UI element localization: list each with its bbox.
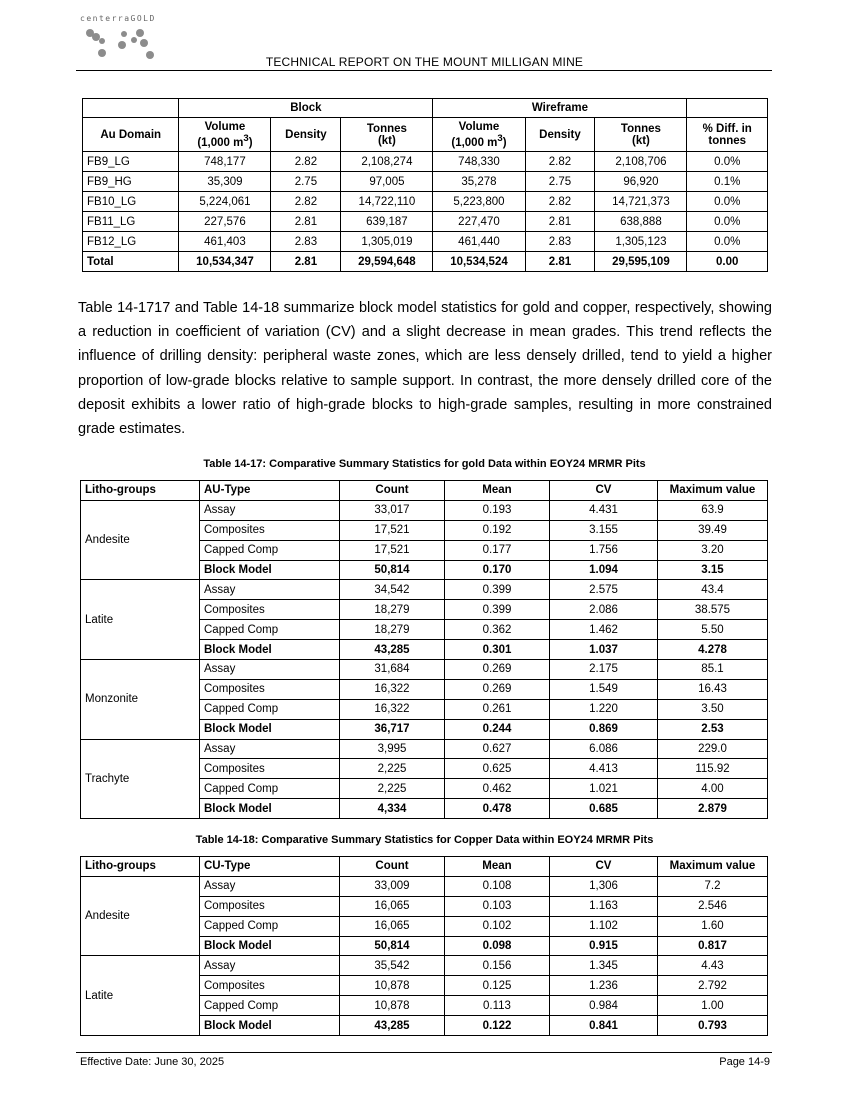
volume-line-2: (1,000 m bbox=[197, 136, 244, 149]
mean-cell: 0.170 bbox=[445, 560, 550, 580]
wireframe-tonnes-cell: 1,305,123 bbox=[595, 232, 687, 252]
litho-group-cell: Trachyte bbox=[81, 739, 200, 819]
header-divider bbox=[76, 70, 772, 71]
type-cell: Capped Comp bbox=[200, 699, 340, 719]
tonnes-line-1: Tonnes bbox=[366, 122, 407, 135]
wireframe-volume-cell: 461,440 bbox=[433, 232, 525, 252]
block-group-header: Block bbox=[179, 99, 433, 118]
cv-cell: 0.685 bbox=[550, 799, 658, 819]
mean-cell: 0.244 bbox=[445, 719, 550, 739]
table-row bbox=[81, 580, 768, 600]
max-cell: 85.1 bbox=[658, 660, 768, 680]
footer-divider bbox=[76, 1052, 772, 1053]
copper-table-caption: Table 14-18: Comparative Summary Statistics for Copper Data within EOY24 MRMR Pits bbox=[195, 834, 654, 846]
mean-header: Mean bbox=[445, 481, 550, 501]
max-cell: 43.4 bbox=[658, 580, 768, 600]
gold-table-caption: Table 14-17: Comparative Summary Statistics for gold Data within EOY24 MRMR Pits bbox=[203, 458, 646, 470]
mean-cell: 0.269 bbox=[445, 660, 550, 680]
type-cell: Composites bbox=[200, 679, 340, 699]
block-table-body bbox=[83, 152, 768, 272]
count-cell: 31,684 bbox=[340, 660, 445, 680]
block-density-cell: 2.75 bbox=[271, 172, 341, 192]
block-density-cell: 2.81 bbox=[271, 212, 341, 232]
max-cell: 229.0 bbox=[658, 739, 768, 759]
block-tonnes-header bbox=[341, 118, 433, 152]
cv-cell: 1.345 bbox=[550, 956, 658, 976]
count-cell: 50,814 bbox=[340, 560, 445, 580]
block-density-cell: 2.82 bbox=[271, 192, 341, 212]
volume-line-2: (1,000 m bbox=[451, 136, 498, 149]
mean-cell: 0.301 bbox=[445, 640, 550, 660]
max-cell: 38.575 bbox=[658, 600, 768, 620]
wireframe-tonnes-cell: 96,920 bbox=[595, 172, 687, 192]
litho-groups-header: Litho-groups bbox=[81, 857, 200, 877]
domain-cell: FB9_HG bbox=[83, 172, 179, 192]
gold-table-body bbox=[81, 500, 768, 818]
volume-end: ) bbox=[502, 136, 507, 149]
table-header-row bbox=[83, 99, 768, 118]
wireframe-tonnes-cell: 14,721,373 bbox=[595, 192, 687, 212]
max-cell: 0.793 bbox=[658, 1016, 768, 1036]
max-cell: 2.879 bbox=[658, 799, 768, 819]
max-cell: 7.2 bbox=[658, 876, 768, 896]
count-cell: 18,279 bbox=[340, 620, 445, 640]
type-cell: Assay bbox=[200, 956, 340, 976]
mean-cell: 0.362 bbox=[445, 620, 550, 640]
count-cell: 2,225 bbox=[340, 779, 445, 799]
max-cell: 1.00 bbox=[658, 996, 768, 1016]
count-cell: 36,717 bbox=[340, 719, 445, 739]
wireframe-density-cell: 2.82 bbox=[525, 152, 595, 172]
cv-cell: 1.236 bbox=[550, 976, 658, 996]
wireframe-tonnes-header bbox=[595, 118, 687, 152]
max-cell: 0.817 bbox=[658, 936, 768, 956]
wireframe-density-cell: 2.83 bbox=[525, 232, 595, 252]
block-volume-cell: 461,403 bbox=[179, 232, 271, 252]
cv-cell: 1.037 bbox=[550, 640, 658, 660]
mean-cell: 0.399 bbox=[445, 580, 550, 600]
block-volume-cell: 10,534,347 bbox=[179, 252, 271, 272]
copper-statistics-table bbox=[80, 856, 768, 1036]
type-cell: Composites bbox=[200, 600, 340, 620]
wireframe-group-header: Wireframe bbox=[433, 99, 687, 118]
wireframe-volume-cell: 748,330 bbox=[433, 152, 525, 172]
diff-cell: 0.00 bbox=[687, 252, 768, 272]
wireframe-volume-header bbox=[433, 118, 525, 152]
mean-cell: 0.108 bbox=[445, 876, 550, 896]
wireframe-volume-cell: 10,534,524 bbox=[433, 252, 525, 272]
table-row bbox=[81, 956, 768, 976]
max-cell: 4.278 bbox=[658, 640, 768, 660]
tonnes-line-1: Tonnes bbox=[620, 122, 661, 135]
type-cell: Capped Comp bbox=[200, 540, 340, 560]
type-cell: Composites bbox=[200, 520, 340, 540]
type-cell: Assay bbox=[200, 739, 340, 759]
mean-cell: 0.261 bbox=[445, 699, 550, 719]
max-cell: 3.50 bbox=[658, 699, 768, 719]
domain-cell: FB9_LG bbox=[83, 152, 179, 172]
gold-statistics-table bbox=[80, 480, 768, 819]
cv-cell: 0.984 bbox=[550, 996, 658, 1016]
block-tonnes-cell: 1,305,019 bbox=[341, 232, 433, 252]
wireframe-density-cell: 2.81 bbox=[525, 252, 595, 272]
table-header-row bbox=[81, 481, 768, 501]
litho-group-cell: Latite bbox=[81, 956, 200, 1036]
max-cell: 3.20 bbox=[658, 540, 768, 560]
type-cell: Assay bbox=[200, 500, 340, 520]
cv-cell: 1.462 bbox=[550, 620, 658, 640]
block-volume-header bbox=[179, 118, 271, 152]
max-cell: 63.9 bbox=[658, 500, 768, 520]
cv-cell: 4.431 bbox=[550, 500, 658, 520]
cv-cell: 1.220 bbox=[550, 699, 658, 719]
max-cell: 2.546 bbox=[658, 896, 768, 916]
type-cell: Composites bbox=[200, 896, 340, 916]
max-cell: 39.49 bbox=[658, 520, 768, 540]
count-cell: 10,878 bbox=[340, 976, 445, 996]
litho-group-cell: Andesite bbox=[81, 876, 200, 956]
cv-cell: 0.869 bbox=[550, 719, 658, 739]
table-row bbox=[83, 232, 768, 252]
count-cell: 10,878 bbox=[340, 996, 445, 1016]
table-row bbox=[81, 500, 768, 520]
empty-header-cell bbox=[687, 99, 768, 118]
type-cell: Block Model bbox=[200, 1016, 340, 1036]
mean-cell: 0.177 bbox=[445, 540, 550, 560]
mean-cell: 0.478 bbox=[445, 799, 550, 819]
mean-cell: 0.103 bbox=[445, 896, 550, 916]
count-cell: 18,279 bbox=[340, 600, 445, 620]
max-cell: 2.792 bbox=[658, 976, 768, 996]
cv-cell: 4.413 bbox=[550, 759, 658, 779]
block-density-cell: 2.82 bbox=[271, 152, 341, 172]
mean-cell: 0.156 bbox=[445, 956, 550, 976]
max-cell: 4.00 bbox=[658, 779, 768, 799]
cv-cell: 2.086 bbox=[550, 600, 658, 620]
block-volume-cell: 35,309 bbox=[179, 172, 271, 192]
mean-cell: 0.113 bbox=[445, 996, 550, 1016]
count-cell: 3,995 bbox=[340, 739, 445, 759]
mean-cell: 0.102 bbox=[445, 916, 550, 936]
type-cell: Assay bbox=[200, 876, 340, 896]
max-cell: 115.92 bbox=[658, 759, 768, 779]
count-cell: 33,009 bbox=[340, 876, 445, 896]
domain-cell: FB11_LG bbox=[83, 212, 179, 232]
type-cell: Block Model bbox=[200, 560, 340, 580]
cv-cell: 1.163 bbox=[550, 896, 658, 916]
type-cell: Block Model bbox=[200, 640, 340, 660]
count-cell: 16,065 bbox=[340, 896, 445, 916]
diff-cell: 0.0% bbox=[687, 152, 768, 172]
max-cell: 3.15 bbox=[658, 560, 768, 580]
diff-cell: 0.0% bbox=[687, 192, 768, 212]
litho-group-cell: Andesite bbox=[81, 500, 200, 580]
mean-cell: 0.122 bbox=[445, 1016, 550, 1036]
cv-cell: 1.094 bbox=[550, 560, 658, 580]
mean-cell: 0.098 bbox=[445, 936, 550, 956]
table-row bbox=[83, 192, 768, 212]
mean-cell: 0.125 bbox=[445, 976, 550, 996]
total-row bbox=[83, 252, 768, 272]
domain-cell: Total bbox=[83, 252, 179, 272]
cv-cell: 1.021 bbox=[550, 779, 658, 799]
body-paragraph: Table 14-1717 and Table 14-18 summarize block model statistics for gold and copper, respectively, showing a reduction in coefficient of variation (CV) and a slight decrease in mean grades. This trend reflects the influence of drilling density: peripheral waste zones, which are less densely drilled, tend to yield a higher proportion of low-grade blocks relative to sample support. In contrast, the more densely drilled core of the deposit exhibits a lower ratio of high-grade blocks to high-grade samples, resulting in more constrained grade estimates. bbox=[78, 300, 772, 438]
empty-header-cell bbox=[83, 99, 179, 118]
max-cell: 16.43 bbox=[658, 679, 768, 699]
block-density-cell: 2.83 bbox=[271, 232, 341, 252]
table-row bbox=[81, 739, 768, 759]
diff-cell: 0.0% bbox=[687, 232, 768, 252]
mean-cell: 0.192 bbox=[445, 520, 550, 540]
volume-line-1: Volume bbox=[204, 120, 246, 133]
table-header-row bbox=[81, 857, 768, 877]
domain-cell: FB12_LG bbox=[83, 232, 179, 252]
block-tonnes-cell: 639,187 bbox=[341, 212, 433, 232]
block-density-header: Density bbox=[271, 118, 341, 152]
count-cell: 43,285 bbox=[340, 1016, 445, 1036]
litho-group-cell: Monzonite bbox=[81, 660, 200, 740]
block-volume-cell: 5,224,061 bbox=[179, 192, 271, 212]
block-volume-cell: 227,576 bbox=[179, 212, 271, 232]
litho-group-cell: Latite bbox=[81, 580, 200, 660]
volume-sup: 3 bbox=[243, 132, 249, 144]
mean-cell: 0.193 bbox=[445, 500, 550, 520]
count-cell: 33,017 bbox=[340, 500, 445, 520]
cv-header: CV bbox=[550, 857, 658, 877]
copper-table-body bbox=[81, 876, 768, 1035]
diff-cell: 0.1% bbox=[687, 172, 768, 192]
wireframe-density-cell: 2.81 bbox=[525, 212, 595, 232]
volume-end: ) bbox=[248, 136, 253, 149]
cv-cell: 1.549 bbox=[550, 679, 658, 699]
type-cell: Block Model bbox=[200, 799, 340, 819]
max-cell: 4.43 bbox=[658, 956, 768, 976]
logo-text: centerraGOLD bbox=[80, 14, 156, 23]
au-domain-header: Au Domain bbox=[83, 118, 179, 152]
type-cell: Capped Comp bbox=[200, 996, 340, 1016]
type-cell: Composites bbox=[200, 759, 340, 779]
type-header: AU-Type bbox=[200, 481, 340, 501]
block-tonnes-cell: 29,594,648 bbox=[341, 252, 433, 272]
table-row bbox=[81, 660, 768, 680]
tonnes-line-2: (kt) bbox=[631, 134, 650, 147]
type-cell: Composites bbox=[200, 976, 340, 996]
count-cell: 35,542 bbox=[340, 956, 445, 976]
cv-cell: 3.155 bbox=[550, 520, 658, 540]
diff-header bbox=[687, 118, 768, 152]
table-row bbox=[83, 152, 768, 172]
type-cell: Capped Comp bbox=[200, 916, 340, 936]
count-cell: 17,521 bbox=[340, 540, 445, 560]
count-cell: 16,322 bbox=[340, 699, 445, 719]
diff-cell: 0.0% bbox=[687, 212, 768, 232]
wireframe-density-cell: 2.82 bbox=[525, 192, 595, 212]
mean-cell: 0.625 bbox=[445, 759, 550, 779]
block-volume-cell: 748,177 bbox=[179, 152, 271, 172]
count-header: Count bbox=[340, 481, 445, 501]
wireframe-volume-cell: 5,223,800 bbox=[433, 192, 525, 212]
wireframe-density-cell: 2.75 bbox=[525, 172, 595, 192]
max-cell: 1.60 bbox=[658, 916, 768, 936]
page-number: Page 14-9 bbox=[719, 1056, 770, 1068]
count-cell: 16,322 bbox=[340, 679, 445, 699]
max-header: Maximum value bbox=[658, 481, 768, 501]
max-cell: 5.50 bbox=[658, 620, 768, 640]
block-density-cell: 2.81 bbox=[271, 252, 341, 272]
count-cell: 4,334 bbox=[340, 799, 445, 819]
mean-cell: 0.269 bbox=[445, 679, 550, 699]
page-header-title: TECHNICAL REPORT ON THE MOUNT MILLIGAN MINE bbox=[265, 55, 584, 69]
effective-date: Effective Date: June 30, 2025 bbox=[80, 1056, 225, 1068]
type-header: CU-Type bbox=[200, 857, 340, 877]
count-header: Count bbox=[340, 857, 445, 877]
volume-line-1: Volume bbox=[458, 120, 500, 133]
max-header: Maximum value bbox=[658, 857, 768, 877]
table-header-row bbox=[83, 118, 768, 152]
volume-sup: 3 bbox=[497, 132, 503, 144]
cv-header: CV bbox=[550, 481, 658, 501]
type-cell: Capped Comp bbox=[200, 779, 340, 799]
type-cell: Block Model bbox=[200, 719, 340, 739]
wireframe-volume-cell: 227,470 bbox=[433, 212, 525, 232]
mean-cell: 0.627 bbox=[445, 739, 550, 759]
wireframe-tonnes-cell: 638,888 bbox=[595, 212, 687, 232]
block-tonnes-cell: 97,005 bbox=[341, 172, 433, 192]
mean-cell: 0.399 bbox=[445, 600, 550, 620]
wireframe-tonnes-cell: 29,595,109 bbox=[595, 252, 687, 272]
cv-cell: 0.915 bbox=[550, 936, 658, 956]
diff-line-2: tonnes bbox=[708, 134, 747, 147]
type-cell: Block Model bbox=[200, 936, 340, 956]
type-cell: Assay bbox=[200, 580, 340, 600]
tonnes-line-2: (kt) bbox=[377, 134, 396, 147]
type-cell: Assay bbox=[200, 660, 340, 680]
count-cell: 43,285 bbox=[340, 640, 445, 660]
count-cell: 16,065 bbox=[340, 916, 445, 936]
table-row bbox=[83, 212, 768, 232]
cv-cell: 1,306 bbox=[550, 876, 658, 896]
count-cell: 34,542 bbox=[340, 580, 445, 600]
count-cell: 50,814 bbox=[340, 936, 445, 956]
cv-cell: 2.175 bbox=[550, 660, 658, 680]
mean-header: Mean bbox=[445, 857, 550, 877]
count-cell: 17,521 bbox=[340, 520, 445, 540]
cv-cell: 1.102 bbox=[550, 916, 658, 936]
wireframe-volume-cell: 35,278 bbox=[433, 172, 525, 192]
block-tonnes-cell: 14,722,110 bbox=[341, 192, 433, 212]
diff-line-1: % Diff. in bbox=[702, 122, 752, 135]
wireframe-density-header: Density bbox=[525, 118, 595, 152]
max-cell: 2.53 bbox=[658, 719, 768, 739]
table-row bbox=[81, 876, 768, 896]
cv-cell: 2.575 bbox=[550, 580, 658, 600]
litho-groups-header: Litho-groups bbox=[81, 481, 200, 501]
block-tonnes-cell: 2,108,274 bbox=[341, 152, 433, 172]
domain-cell: FB10_LG bbox=[83, 192, 179, 212]
wireframe-tonnes-cell: 2,108,706 bbox=[595, 152, 687, 172]
cv-cell: 0.841 bbox=[550, 1016, 658, 1036]
cv-cell: 6.086 bbox=[550, 739, 658, 759]
table-row bbox=[83, 172, 768, 192]
mean-cell: 0.462 bbox=[445, 779, 550, 799]
type-cell: Capped Comp bbox=[200, 620, 340, 640]
cv-cell: 1.756 bbox=[550, 540, 658, 560]
count-cell: 2,225 bbox=[340, 759, 445, 779]
block-wireframe-comparison-table bbox=[82, 98, 768, 272]
